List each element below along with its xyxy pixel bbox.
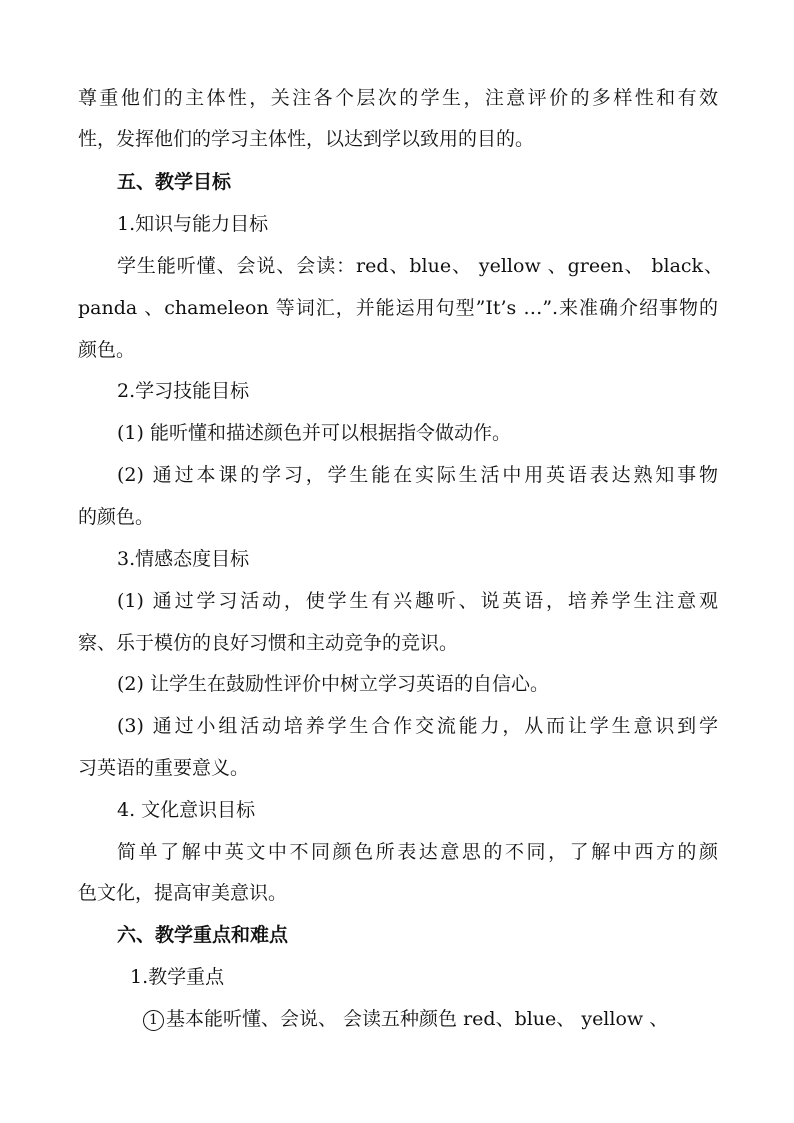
subheading-culture: 4. 文化意识目标	[117, 799, 256, 821]
paragraph-line: 简单了解中英文中不同颜色所表达意思的不同，了解中西方的颜	[117, 841, 718, 863]
paragraph-line: 学生能听懂、会说、会读：red、blue、 yellow 、green、 black、	[117, 255, 723, 277]
list-item-continued: 的颜色。	[78, 506, 155, 528]
paragraph-line: 性，发挥他们的学习主体性，以达到学以致用的目的。	[78, 128, 535, 150]
list-item: (1) 能听懂和描述颜色并可以根据指令做动作。	[117, 422, 511, 444]
list-item	[143, 1007, 668, 1031]
paragraph-line: 颜色。	[78, 339, 136, 361]
list-item: (2) 让学生在鼓励性评价中树立学习英语的自信心。	[117, 673, 549, 695]
subheading-knowledge: 1.知识与能力目标	[117, 213, 269, 235]
list-item: (3) 通过小组活动培养学生合作交流能力，从而让学生意识到学	[117, 715, 718, 737]
paragraph-line: 尊重他们的主体性，关注各个层次的学生，注意评价的多样性和有效	[78, 87, 718, 109]
paragraph-line: 色文化，提高审美意识。	[78, 882, 288, 904]
circled-number: 1	[143, 1010, 164, 1031]
list-item: (2) 通过本课的学习，学生能在实际生活中用英语表达熟知事物	[117, 464, 718, 486]
list-item: (1) 通过学习活动，使学生有兴趣听、说英语，培养学生注意观	[117, 590, 718, 612]
section-heading-key-points: 六、教学重点和难点	[117, 924, 289, 946]
subheading-key-points: 1.教学重点	[130, 966, 225, 988]
list-item-text: 基本能听懂、会说、 会读五种颜色 red、blue、 yellow 、	[166, 1008, 669, 1030]
list-item-continued: 习英语的重要意义。	[78, 757, 250, 779]
paragraph-line: panda 、chameleon 等词汇，并能运用句型”It’s …”.来准确介绍事物的	[78, 297, 718, 319]
subheading-skills: 2.学习技能目标	[117, 380, 250, 402]
section-heading-objectives: 五、教学目标	[117, 171, 232, 193]
subheading-attitude: 3.情感态度目标	[117, 548, 250, 570]
list-item-continued: 察、乐于模仿的良好习惯和主动竞争的竞识。	[78, 632, 459, 654]
